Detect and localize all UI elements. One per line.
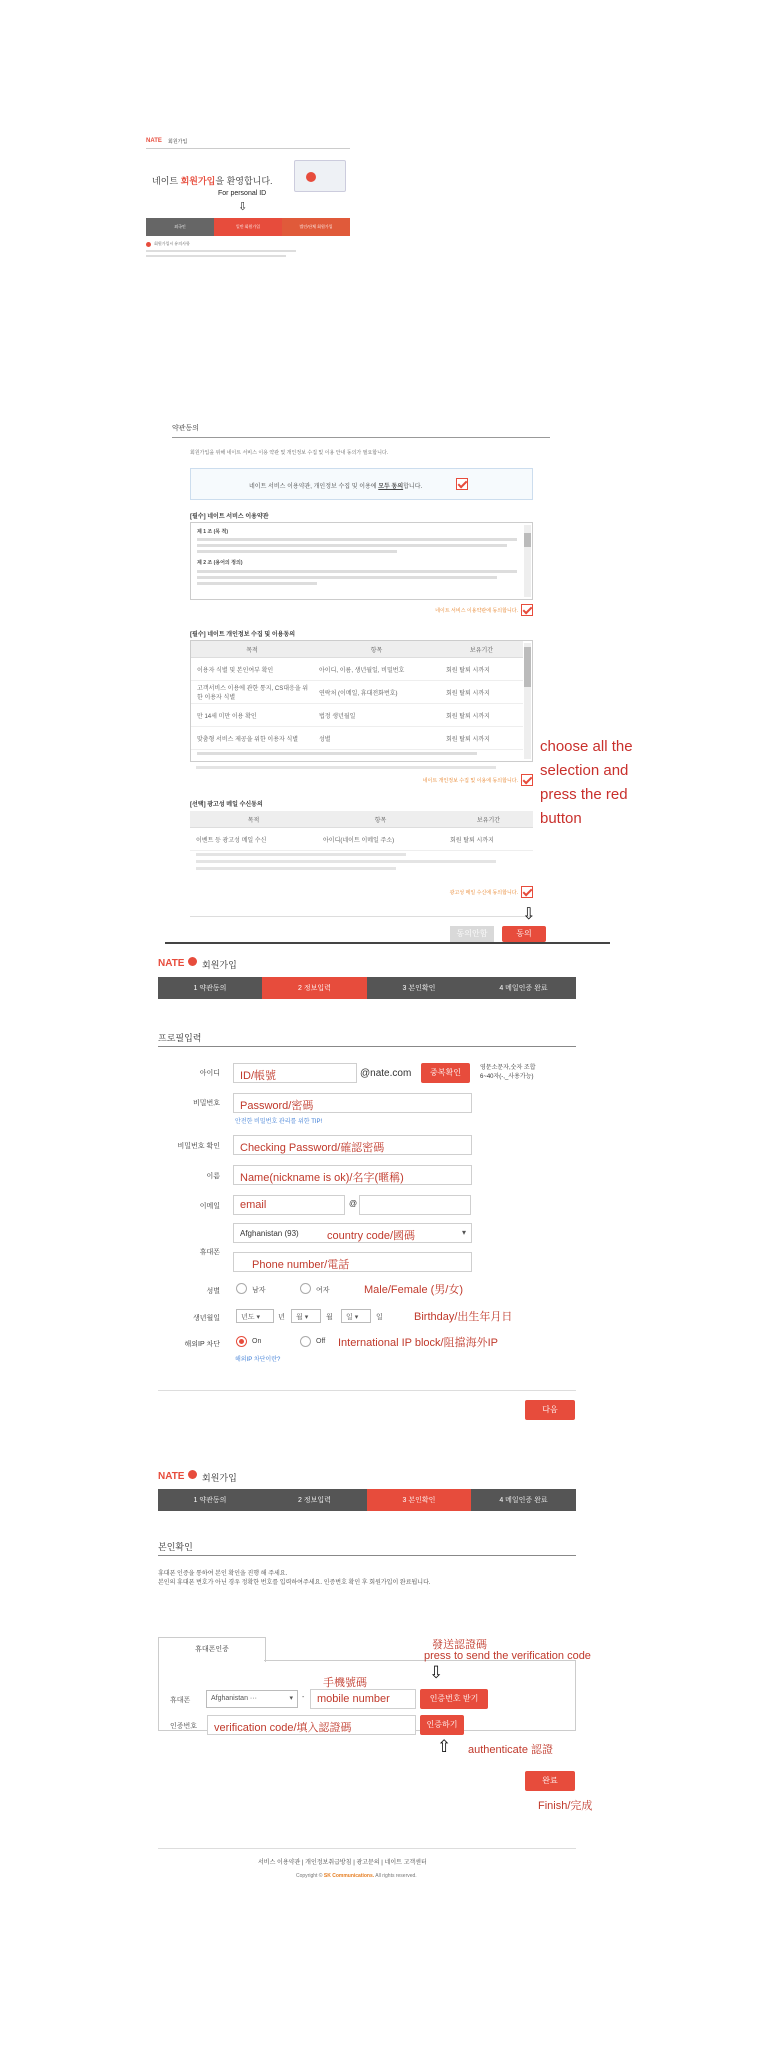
req2-table-box xyxy=(190,640,533,762)
terms-intro: 회원가입을 위해 네이트 서비스 이용 약관 및 개인정보 수집 및 이용 안내 동의가 필요합니다. xyxy=(190,450,389,456)
agree-all-box xyxy=(190,468,533,500)
personal-id-annotation: For personal ID xyxy=(218,190,267,197)
dup-check-button[interactable]: 중복확인 xyxy=(421,1063,470,1083)
table-cell: 회원 탈퇴 시까지 xyxy=(440,658,523,681)
verify-country-value: Afghanistan ··· xyxy=(211,1695,257,1702)
step-complete: 4 메일인증 완료 xyxy=(499,985,548,992)
birth-month-select[interactable]: 월 ▾ xyxy=(291,1309,321,1323)
req1-agree-label: 네이트 서비스 이용약관에 동의합니다. xyxy=(435,608,518,614)
opt-header: 보유기간 xyxy=(444,811,533,828)
birth-day-value: 일 xyxy=(346,1314,353,1321)
logo-mark-icon xyxy=(188,957,197,966)
birth-day-unit: 일 xyxy=(376,1314,383,1321)
id-hint: 영문소문자,숫자 조합 6~40자(-,_사용가능) xyxy=(480,1065,536,1080)
birth-year-select[interactable]: 년도 ▾ xyxy=(236,1309,274,1323)
birth-label: 생년월일 xyxy=(192,1315,220,1322)
domain-label: @nate.com xyxy=(360,1068,412,1079)
birth-year-value: 년도 xyxy=(241,1314,255,1321)
footer-link-terms[interactable]: 서비스 이용약관 xyxy=(258,1860,301,1866)
next-button[interactable]: 다음 xyxy=(525,1400,575,1420)
welcome-heading: 네이트 회원가입을 환영합니다. xyxy=(152,176,273,186)
signup-label: 회원가입 xyxy=(168,139,188,145)
verify-phone-label: 휴대폰 xyxy=(170,1697,191,1704)
send-code-button[interactable]: 인증번호 받기 xyxy=(420,1689,488,1709)
password-label: 비밀번호 xyxy=(192,1100,220,1107)
table-cell: 맞춤형 서비스 제공을 위한 이용자 식별 xyxy=(191,727,313,750)
birth-year-unit: 년 xyxy=(278,1314,285,1321)
ip-block-label: 해외IP 차단 xyxy=(184,1341,220,1348)
footer-links: 서비스 이용약관 | 개인정보취급방침 | 광고문의 | 네이트 고객센터 xyxy=(258,1860,427,1866)
table-cell: 법정 생년월일 xyxy=(313,704,440,727)
phone-label: 휴대폰 xyxy=(199,1249,220,1256)
req2-title: [필수] 네이트 개인정보 수집 및 이용동의 xyxy=(190,632,296,638)
opt-header: 항목 xyxy=(317,811,444,828)
step-terms: 1 약관동의 xyxy=(193,985,227,992)
req1-heading-1: 제 1 조 (목 적) xyxy=(197,529,228,535)
opt-checkbox[interactable] xyxy=(521,886,533,898)
logo-mark-icon xyxy=(188,1470,197,1479)
opt-table xyxy=(190,811,533,851)
name-label: 이름 xyxy=(206,1173,220,1180)
step-bar xyxy=(158,977,576,999)
ip-off-radio[interactable] xyxy=(300,1336,311,1347)
email-label: 이메일 xyxy=(199,1203,220,1210)
req1-heading-2: 제 2 조 (용어의 정의) xyxy=(197,560,243,566)
id-label: 아이디 xyxy=(199,1070,220,1077)
tab-corporate-signup[interactable]: 법인/단체 회원가입 xyxy=(282,218,350,236)
welcome-illustration xyxy=(294,160,346,192)
password-input[interactable]: Password/密碼 xyxy=(233,1093,472,1113)
req2-header: 항목 xyxy=(313,641,440,658)
step-verify: 3 본인확인 xyxy=(367,1489,471,1511)
ip-info-link[interactable]: 해외IP 차단이란? xyxy=(235,1357,281,1363)
birth-note: Birthday/出生年月日 xyxy=(414,1311,513,1323)
table-cell: 회원 탈퇴 시까지 xyxy=(444,828,533,851)
verify-desc-2: 본인의 휴대폰 번호가 아닌 경우 정확한 번호를 입력하여주세요. 인증번호 확인 후 회원가입이 완료됩니다. xyxy=(158,1580,431,1586)
footer-link-privacy[interactable]: 개인정보취급방침 xyxy=(305,1860,352,1866)
welcome-panel xyxy=(146,138,350,266)
opt-agree-label: 광고성 메일 수신에 동의합니다. xyxy=(449,890,518,896)
ip-on-radio[interactable] xyxy=(236,1336,247,1347)
step-complete: 4 메일인증 완료 xyxy=(499,1497,548,1504)
req1-checkbox[interactable] xyxy=(521,604,533,616)
phone-input[interactable]: Phone number/電話 xyxy=(233,1252,472,1272)
country-note: country code/國碼 xyxy=(327,1230,416,1242)
arrow-down-icon: ⇩ xyxy=(429,1663,444,1682)
gender-female-label: 여자 xyxy=(316,1287,330,1294)
table-cell: 회원 탈퇴 시까지 xyxy=(440,704,523,727)
send-note-cn: 發送認證碼 xyxy=(432,1639,487,1651)
step-info: 2 정보입력 xyxy=(262,977,367,999)
name-input[interactable]: Name(nickname is ok)/名字(暱稱) xyxy=(233,1165,472,1185)
birth-month-unit: 월 xyxy=(326,1314,333,1321)
country-value: Afghanistan (93) xyxy=(240,1229,299,1238)
verify-country-select[interactable] xyxy=(206,1690,298,1708)
gender-label: 성별 xyxy=(206,1288,220,1295)
phone-dash: - xyxy=(302,1694,305,1701)
table-cell: 이용자 식별 및 본인여부 확인 xyxy=(191,658,313,681)
email-domain-input[interactable] xyxy=(359,1195,471,1215)
nate-logo: NATE xyxy=(146,138,162,144)
id-input[interactable]: ID/帳號 xyxy=(233,1063,357,1083)
disagree-button[interactable]: 동의안함 xyxy=(450,926,494,942)
mobile-note-en: mobile number xyxy=(317,1693,390,1705)
arrow-down-icon: ⇩ xyxy=(522,906,536,923)
password-check-label: 비밀번호 확인 xyxy=(177,1143,220,1150)
mobile-note-cn: 手機號碼 xyxy=(323,1677,367,1689)
req1-title: [필수] 네이트 서비스 이용약관 xyxy=(190,514,269,520)
req2-table xyxy=(191,641,523,750)
notice-title: 회원가입시 유의사항 xyxy=(154,241,190,246)
chevron-down-icon: ▾ xyxy=(289,1695,293,1702)
table-row xyxy=(191,704,523,727)
send-note-en: press to send the verification code xyxy=(424,1650,591,1662)
req1-terms-box[interactable] xyxy=(190,522,533,600)
table-row xyxy=(191,658,523,681)
terms-title: 약관동의 xyxy=(172,425,200,432)
birth-day-select[interactable]: 일 ▾ xyxy=(341,1309,371,1323)
table-cell: 성별 xyxy=(313,727,440,750)
password-tip-link[interactable]: 안전한 비밀번호 관리를 위한 TIP! xyxy=(235,1119,323,1125)
gender-male-radio[interactable] xyxy=(236,1283,247,1294)
finish-button[interactable]: 완료 xyxy=(525,1771,575,1791)
gender-female-radio[interactable] xyxy=(300,1283,311,1294)
gender-male-label: 남자 xyxy=(252,1287,266,1294)
ip-off-label: Off xyxy=(316,1338,326,1345)
table-row xyxy=(191,681,523,704)
agree-all-label: 네이트 서비스 이용약관, 개인정보 수집 및 이용에 모두 동의합니다. xyxy=(249,484,423,490)
step-info: 2 정보입력 xyxy=(298,1497,331,1504)
birth-month-value: 월 xyxy=(296,1314,303,1321)
footer-link-ads[interactable]: 광고문의 xyxy=(356,1860,380,1866)
table-cell: 고객서비스 이용에 관한 통지, CS대응을 위한 이용자 식별 xyxy=(191,681,313,704)
verify-title: 본인확인 xyxy=(158,1542,193,1552)
code-label: 인증번호 xyxy=(170,1723,198,1730)
chevron-down-icon: ▾ xyxy=(461,1228,466,1237)
profile-title: 프로필입력 xyxy=(158,1033,202,1043)
arrow-up-icon: ⇧ xyxy=(437,1737,452,1756)
code-input[interactable]: verification code/填入認證碼 xyxy=(207,1715,416,1735)
req2-checkbox[interactable] xyxy=(521,774,533,786)
tab-phone-verification[interactable]: 휴대폰인증 xyxy=(158,1637,266,1662)
req2-scrollbar[interactable] xyxy=(524,643,531,759)
auth-note: authenticate 認證 xyxy=(468,1744,553,1756)
email-at-sign: @ xyxy=(349,1199,358,1208)
step-bar xyxy=(158,1489,576,1511)
table-cell: 만 14세 미만 이용 확인 xyxy=(191,704,313,727)
nate-logo: NATE xyxy=(158,958,185,969)
verify-desc-1: 휴대폰 인증을 통하여 본인 확인을 진행 해 주세요. xyxy=(158,1571,288,1577)
table-cell: 아이디, 이름, 생년월일, 비밀번호 xyxy=(313,658,440,681)
footer-link-support[interactable]: 네이트 고객센터 xyxy=(384,1860,427,1866)
req2-header: 보유기간 xyxy=(440,641,523,658)
table-cell: 연락처 (이메일, 휴대전화번호) xyxy=(313,681,440,704)
signup-label: 회원가입 xyxy=(202,960,237,970)
gender-note: Male/Female (男/女) xyxy=(364,1284,464,1296)
req2-agree-label: 네이트 개인정보 수집 및 이용에 동의합니다. xyxy=(422,778,518,784)
agree-all-checkbox[interactable] xyxy=(456,478,468,490)
signup-label: 회원가입 xyxy=(202,1473,237,1483)
choose-all-annotation: choose all the selection and press the red button xyxy=(540,738,633,827)
step-verify: 3 본인확인 xyxy=(402,985,436,992)
req1-scrollbar[interactable] xyxy=(524,525,531,597)
opt-title: [선택] 광고성 메일 수신동의 xyxy=(190,802,263,808)
table-cell: 아이디(네이트 이메일 주소) xyxy=(317,828,444,851)
arrow-down-icon: ⇩ xyxy=(238,201,248,213)
table-cell: 회원 탈퇴 시까지 xyxy=(440,727,523,750)
password-check-input[interactable]: Checking Password/確認密碼 xyxy=(233,1135,472,1155)
email-input[interactable]: email xyxy=(233,1195,345,1215)
nate-logo: NATE xyxy=(158,1471,185,1482)
tab-foreigner[interactable]: 외국인 xyxy=(146,218,214,236)
table-cell: 이벤트 등 광고성 메일 수신 xyxy=(190,828,317,851)
opt-header: 목적 xyxy=(190,811,317,828)
agree-button[interactable]: 동의 xyxy=(502,926,546,942)
authenticate-button[interactable]: 인증하기 xyxy=(420,1715,464,1735)
step-terms: 1 약관동의 xyxy=(193,1497,227,1504)
req2-header: 목적 xyxy=(191,641,313,658)
copyright: Copyright © SK Communications. All rights reserved. xyxy=(296,1873,417,1879)
ip-note: International IP block/阻擋海外IP xyxy=(338,1337,498,1349)
ip-on-label: On xyxy=(252,1338,262,1345)
table-row xyxy=(191,727,523,750)
finish-note: Finish/完成 xyxy=(538,1800,593,1812)
table-cell: 회원 탈퇴 시까지 xyxy=(440,681,523,704)
tab-general-signup[interactable]: 일반 회원가입 xyxy=(214,218,282,236)
table-row xyxy=(190,828,533,851)
